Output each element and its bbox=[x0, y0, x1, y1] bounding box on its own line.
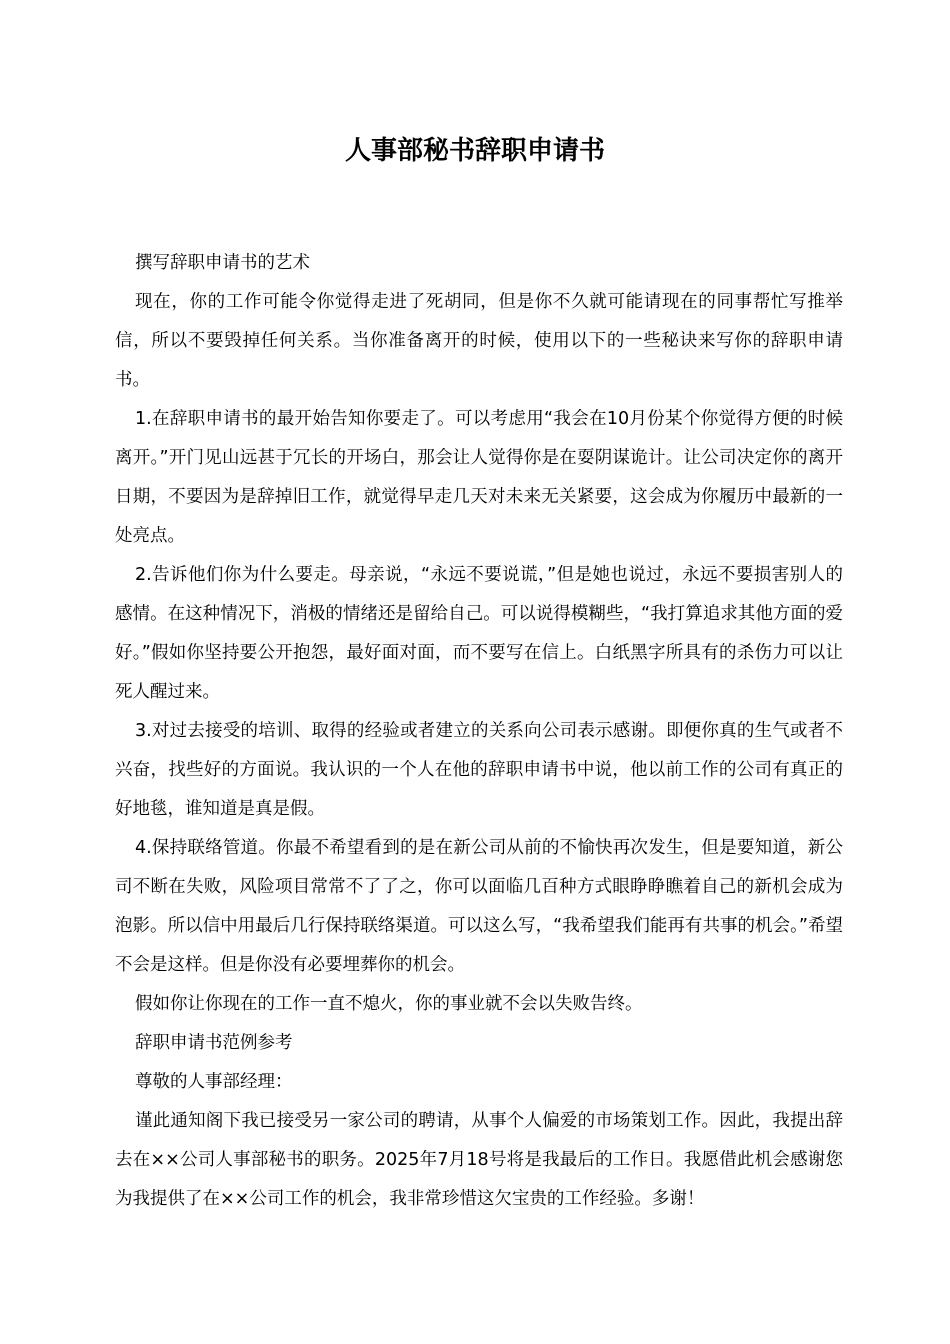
paragraph-heading-art: 撰写辞职申请书的艺术 bbox=[135, 253, 310, 273]
document-body bbox=[115, 244, 843, 1219]
paragraph-conclusion: 假如你让你现在的工作一直不熄火，你的事业就不会以失败告终。 bbox=[135, 994, 643, 1014]
paragraph-tip-2: 2.告诉他们你为什么要走。母亲说，“永远不要说谎，”但是她也说过，永远不要损害别人的感情。在这种情况下，消极的情绪还是留给自己。可以说得模糊些，“我打算追求其他方面的爱好。”假如你坚持要公开抱怨，最好面对面，而不要写在信上。白纸黑字所具有的杀伤力可以让死人醒过来。 bbox=[115, 565, 843, 702]
paragraph-sample-heading: 辞职申请书范例参考 bbox=[135, 1033, 293, 1053]
paragraph-salutation: 尊敬的人事部经理： bbox=[135, 1072, 293, 1092]
document-title: 人事部秘书辞职申请书 bbox=[344, 136, 605, 166]
paragraph-tip-4: 4.保持联络管道。你最不希望看到的是在新公司从前的不愉快再次发生，但是要知道，新公司不断在失败，风险项目常常不了了之，你可以面临几百种方式眼睁睁瞧着自己的新机会成为泡影。所以信中用最后几行保持联络渠道。可以这么写，“我希望我们能再有共事的机会。”希望不会是这样。但是你没有必要埋葬你的机会。 bbox=[115, 838, 843, 975]
paragraph-tip-1: 1.在辞职申请书的最开始告知你要走了。可以考虑用“我会在10月份某个你觉得方便的时候离开。”开门见山远甚于冗长的开场白，那会让人觉得你是在耍阴谋诡计。让公司决定你的离开日期，不要因为是辞掉旧工作，就觉得早走几天对未来无关紧要，这会成为你履历中最新的一处亮点。 bbox=[115, 409, 843, 546]
paragraph-tip-3: 3.对过去接受的培训、取得的经验或者建立的关系向公司表示感谢。即便你真的生气或者不兴奋，找些好的方面说。我认识的一个人在他的辞职申请书中说，他以前工作的公司有真正的好地毯，谁知道是真是假。 bbox=[115, 721, 843, 819]
paragraph-intro: 现在，你的工作可能令你觉得走进了死胡同，但是你不久就可能请现在的同事帮忙写推举信，所以不要毁掉任何关系。当你准备离开的时候，使用以下的一些秘诀来写你的辞职申请书。 bbox=[115, 292, 843, 390]
paragraph-letter-body: 谨此通知阁下我已接受另一家公司的聘请，从事个人偏爱的市场策划工作。因此，我提出辞去在××公司人事部秘书的职务。2025年7月18号将是我最后的工作日。我愿借此机会感谢您为我提供了在××公司工作的机会，我非常珍惜这欠宝贵的工作经验。多谢！ bbox=[115, 1111, 843, 1209]
